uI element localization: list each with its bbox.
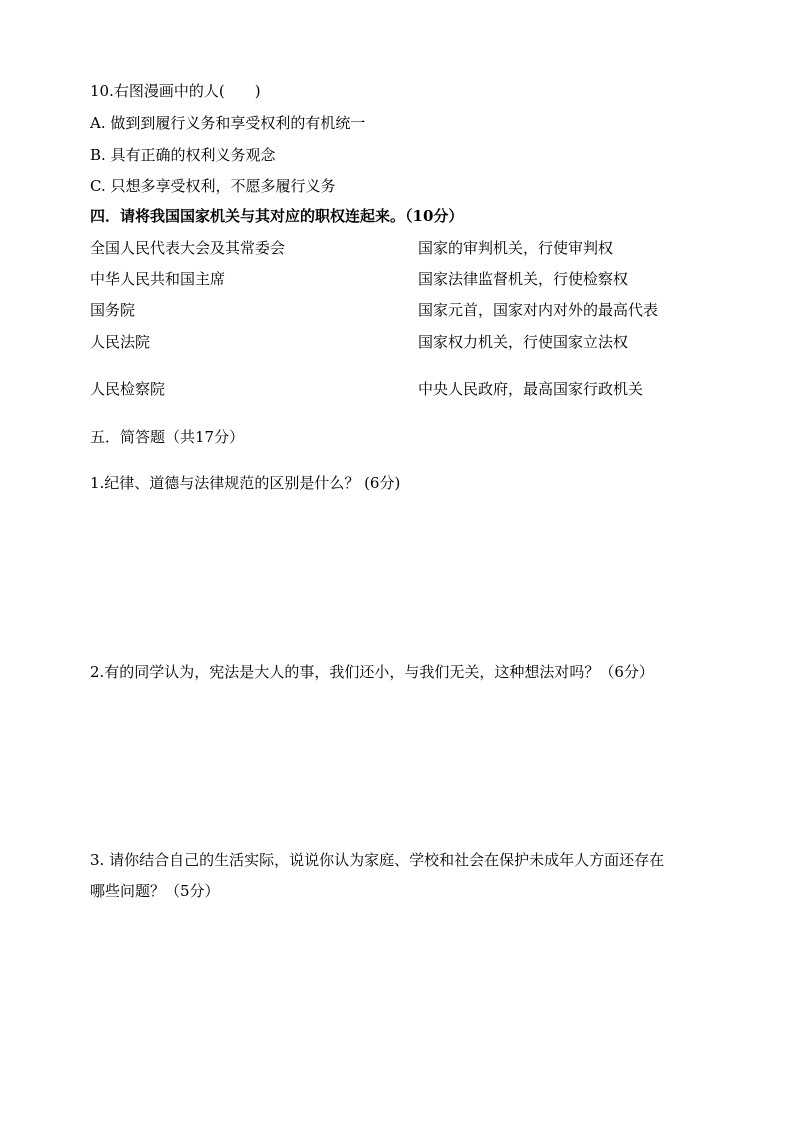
organ-left-item: 国务院	[90, 301, 136, 319]
section4-title: 四．请将我国国家机关与其对应的职权连起来。（10分）	[90, 207, 464, 225]
section5-question-1: 1.纪律、道德与法律规范的区别是什么？ (6分)	[90, 474, 401, 492]
section5-question-3-line2: 哪些问题？（5分）	[90, 882, 220, 900]
power-right-item: 国家元首，国家对内对外的最高代表	[418, 301, 659, 319]
power-right-item: 国家权力机关，行使国家立法权	[418, 333, 629, 351]
organ-left-item: 中华人民共和国主席	[90, 270, 226, 288]
section5-title: 五．简答题（共17分）	[90, 428, 245, 446]
organ-left-item: 人民法院	[90, 333, 151, 351]
power-right-item: 国家的审判机关，行使审判权	[418, 239, 614, 257]
power-right-item: 国家法律监督机关，行使检察权	[418, 270, 629, 288]
section5-question-3-line1: 3. 请你结合自己的生活实际，说说你认为家庭、学校和社会在保护未成年人方面还存在	[90, 851, 665, 869]
section5-question-2: 2.有的同学认为，宪法是大人的事，我们还小，与我们无关，这种想法对吗？（6分）	[90, 663, 654, 681]
organ-left-item: 人民检察院	[90, 380, 166, 398]
q10-option-c: C. 只想多享受权利，不愿多履行义务	[90, 177, 336, 195]
organ-left-item: 全国人民代表大会及其常委会	[90, 239, 286, 257]
q10-stem: 10.右图漫画中的人( )	[90, 82, 261, 100]
q10-option-a: A. 做到到履行义务和享受权利的有机统一	[90, 114, 366, 132]
q10-option-b: B. 具有正确的权利义务观念	[90, 146, 276, 164]
power-right-item: 中央人民政府，最高国家行政机关	[418, 380, 644, 398]
